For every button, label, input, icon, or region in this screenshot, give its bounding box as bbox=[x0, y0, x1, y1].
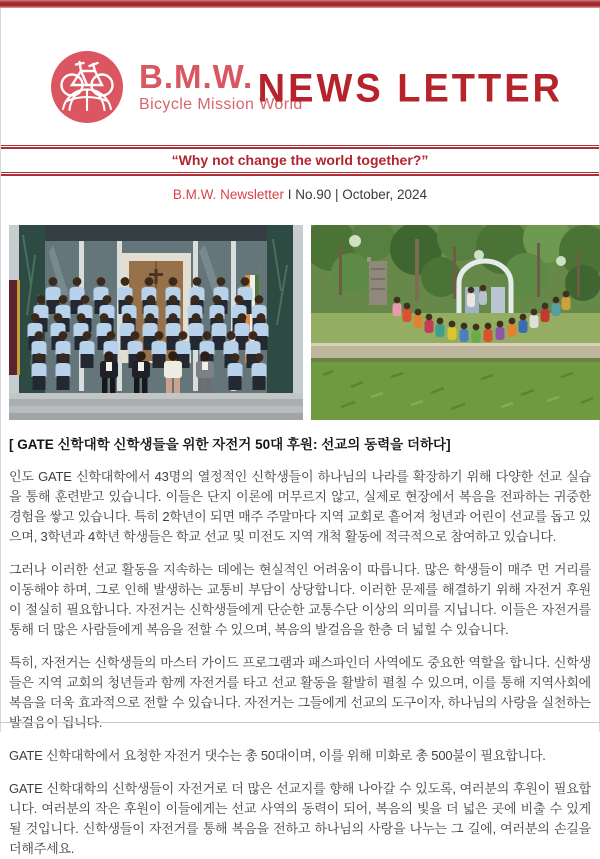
article-body bbox=[9, 436, 591, 859]
article-paragraph-1: 인도 GATE 신학대학에서 43명의 열정적인 신학생들이 하나님의 나라를 확장하기 위해 다양한 선교 실습을 통해 훈련받고 있습니다. 이들은 단지 이론에 머무르지 않고, 실제로 현장에서 복음을 전파하는 귀중한 경험을 쌓고 있습니다. 특히 2학년이 되면 매주 주말마다 지역 교회로 흩어져 청년과 어린이 선교를 돕고 있으며, 3학년과 4학년 학생들은 학교 선교 및 미전도 지역 개척 활동에 적극적으로 참여하고 있습니다. bbox=[9, 469, 591, 544]
tagline-bottom-rule bbox=[1, 172, 599, 176]
group-photo bbox=[9, 225, 303, 420]
issue-line bbox=[1, 187, 599, 202]
article-heading: [ GATE 신학대학 신학생들을 위한 자전거 50대 후원: 선교의 동력을 더하다] bbox=[9, 437, 451, 452]
article-paragraph-3: 특히, 자전거는 신학생들의 마스터 가이드 프로그램과 패스파인더 사역에도 중요한 역할을 합니다. 신학생들은 지역 교회의 청년들과 함께 자전거를 타고 선교 활동을 활발히 펼칠 수 있으며, 이를 통해 지역사회에 복음을 더욱 효과적으로 전할 수 있습니다. 자전거는 그들에게 선교의 도구이자, 하나님의 사랑을 실천하는 발걸음이 됩니다. bbox=[9, 655, 591, 730]
tagline-band bbox=[1, 145, 599, 176]
issue-brand: B.M.W. Newsletter bbox=[172, 187, 284, 202]
newsletter-page bbox=[0, 8, 600, 856]
issue-info: I No.90 | October, 2024 bbox=[283, 187, 428, 202]
masthead-title: NEWS LETTER bbox=[257, 66, 563, 112]
prayer-circle-photo bbox=[311, 225, 600, 420]
newsletter-header bbox=[1, 8, 599, 145]
article-paragraph-5: GATE 신학대학의 신학생들이 자전거로 더 많은 선교지를 향해 나아갈 수 있도록, 여러분의 후원이 필요합니다. 여러분의 작은 후원이 이들에게는 선교 사역의 동력이 되어, 복음의 빛을 더 넓은 곳에 비출 수 있게 될 것입니다. 신학생들이 자전거를 통해 복음을 전하고 하나님의 사랑을 나누는 그 길에, 여러분의 손길을 더해주세요. bbox=[9, 781, 591, 856]
article-paragraph-4: GATE 신학대학에서 요청한 자전거 댓수는 총 50대이며, 이를 위해 미화로 총 500불이 필요합니다. bbox=[9, 748, 546, 763]
logo-title: B.M.W. bbox=[139, 58, 254, 95]
photo-row bbox=[9, 225, 599, 420]
article-paragraph-2: 그러나 이러한 선교 활동을 지속하는 데에는 현실적인 어려움이 따릅니다. 많은 학생들이 매주 먼 거리를 이동해야 하며, 그로 인해 발생하는 교통비 부담이 상당합니다. 이러한 문제를 해결하기 위해 자전거 후원이 절실히 필요합니다. 자전거는 신학생들에게 단순한 교통수단 이상의 의미를 지닙니다. 이들은 자전거를 통해 더 많은 사람들에게 복음을 전할 수 있으며, 복음의 발걸음을 한층 더 넓힐 수 있습니다. bbox=[9, 562, 591, 637]
bicycle-globe-logo-icon bbox=[50, 50, 124, 124]
bottom-divider bbox=[0, 722, 600, 723]
logo-subtitle: Bicycle Mission World bbox=[139, 96, 303, 113]
top-red-bar bbox=[0, 0, 600, 8]
tagline-text: “Why not change the world together?” bbox=[171, 152, 429, 168]
